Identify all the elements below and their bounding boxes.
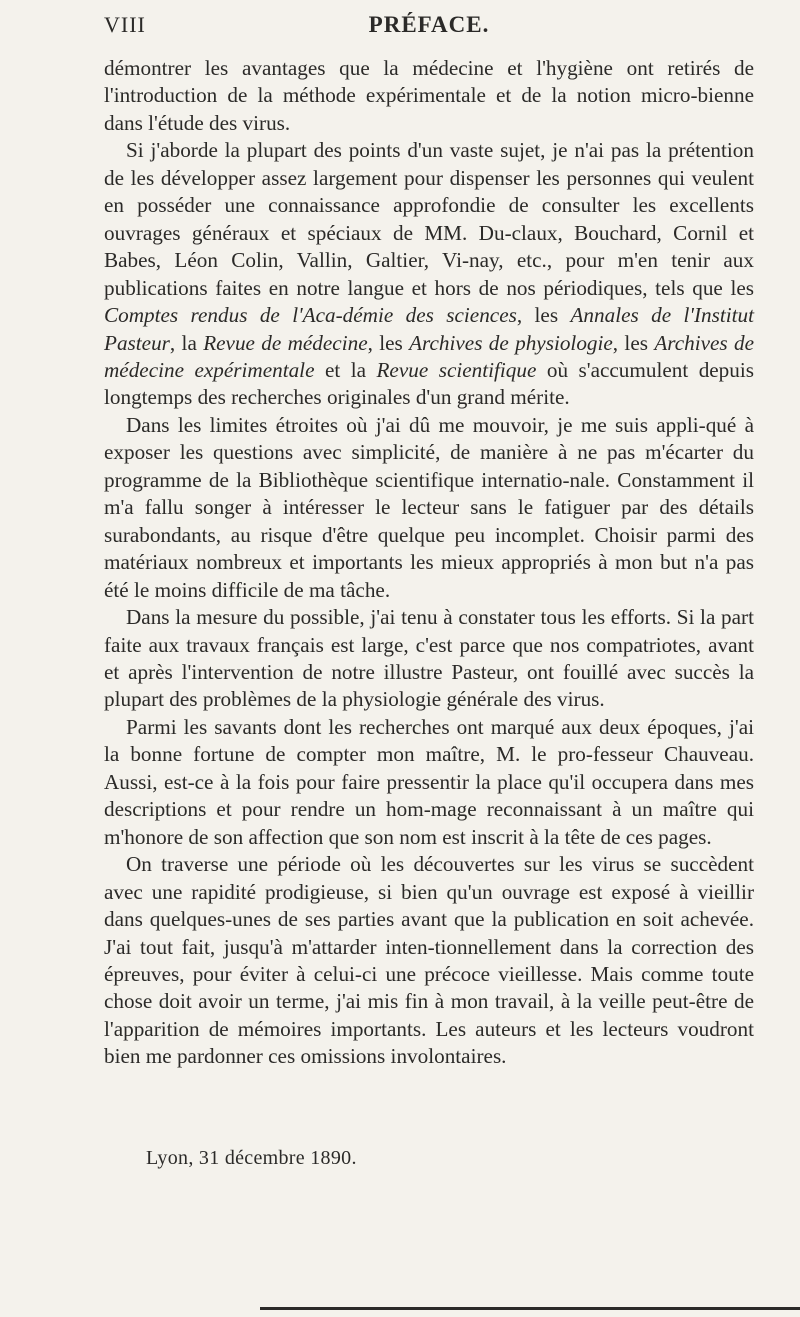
paragraph bbox=[104, 55, 754, 137]
signature-date: Lyon, 31 décembre 1890. bbox=[146, 1147, 357, 1169]
body-text bbox=[104, 55, 754, 1071]
italic-title: Comptes rendus de l'Aca-démie des sciences bbox=[104, 303, 517, 328]
italic-title: Revue scientifique bbox=[376, 357, 537, 382]
text-run: On traverse une période où les découvertes sur les virus se succèdent avec une rapidité prodigieuse, si bien qu'un ouvrage est exposé à vieillir dans quelques-unes de ses parties avant que la publication en soit achevée. J'ai tout fait, jusqu'à m'attarder inten-tionnellement dans la correction des épreuves, pour éviter à celui-ci une précoce vieillesse. Mais comme toute chose doit avoir un terme, j'ai mis fin à mon travail, à la veille peut-être de l'apparition de mémoires importants. Les auteurs et les lecteurs voudront bien me pardonner ces omissions involontaires. bbox=[104, 852, 754, 1069]
text-run: Parmi les savants dont les recherches ont marqué aux deux époques, j'ai la bonne fortune de compter mon maître, M. le pro-fesseur Chauveau. Aussi, est-ce à la fois pour faire pressentir la place qu'il occupera dans mes descriptions et pour rendre un hom-mage reconnaissant à un maître qui m'honore de son affection que son nom est inscrit à la tête de ces pages. bbox=[104, 714, 754, 849]
text-run: , les bbox=[367, 330, 410, 355]
italic-title: Annales de l'Institut Pasteur bbox=[104, 303, 754, 355]
text-run: , les bbox=[516, 303, 571, 328]
paragraph bbox=[104, 851, 754, 1071]
text-run: Si j'aborde la plupart des points d'un vaste sujet, je n'ai pas la prétention de les développer assez largement pour dispenser les personnes qui veulent en posséder une connaissance approfondie de consulter les excellents ouvrages généraux et spéciaux de MM. Du-claux, Bouchard, Cornil et Babes, Léon Colin, Vallin, Galtier, Vi-nay, etc., pour m'en tenir aux publications faites en notre langue et hors de nos périodiques, tels que les bbox=[104, 138, 754, 300]
text-run: et la bbox=[314, 357, 377, 382]
text-run: Dans les limites étroites où j'ai dû me mouvoir, je me suis appli-qué à exposer les questions avec simplicité, de manière à ne pas m'écarter du programme de la Bibliothèque scientifique internatio-nale. Constamment il m'a fallu songer à intéresser le lecteur sans le fatiguer par des détails surabondants, au risque d'être quelque peu incomplet. Choisir parmi des matériaux nombreux et importants les mieux appropriés à mon but n'a pas été le moins difficile de ma tâche. bbox=[104, 412, 754, 602]
text-run: démontrer les avantages que la médecine et l'hygiène ont retirés de l'introduction de la méthode expérimentale et de la notion micro-bienne dans l'étude des virus. bbox=[104, 56, 754, 135]
running-head bbox=[104, 12, 754, 42]
text-run: , la bbox=[169, 330, 204, 355]
paragraph bbox=[104, 137, 754, 412]
page-number: VIII bbox=[104, 12, 146, 37]
paragraph bbox=[104, 714, 754, 851]
text-run: Dans la mesure du possible, j'ai tenu à constater tous les efforts. Si la part faite aux travaux français est large, c'est parce que nos compatriotes, avant et après l'intervention de notre illustre Pasteur, ont fouillé avec succès la plupart des problèmes de la physiologie générale des virus. bbox=[104, 605, 754, 712]
italic-title: Archives de physiologie bbox=[409, 330, 613, 355]
paragraph bbox=[104, 604, 754, 714]
running-title: PRÉFACE. bbox=[368, 12, 490, 37]
paragraph bbox=[104, 412, 754, 604]
page-bottom-rule bbox=[260, 1307, 800, 1310]
italic-title: Archives de médecine expérimentale bbox=[104, 330, 754, 382]
italic-title: Revue de médecine bbox=[203, 330, 368, 355]
text-run: où s'accumulent depuis longtemps des recherches originales d'un grand mérite. bbox=[104, 357, 755, 410]
text-run: , les bbox=[612, 330, 655, 355]
